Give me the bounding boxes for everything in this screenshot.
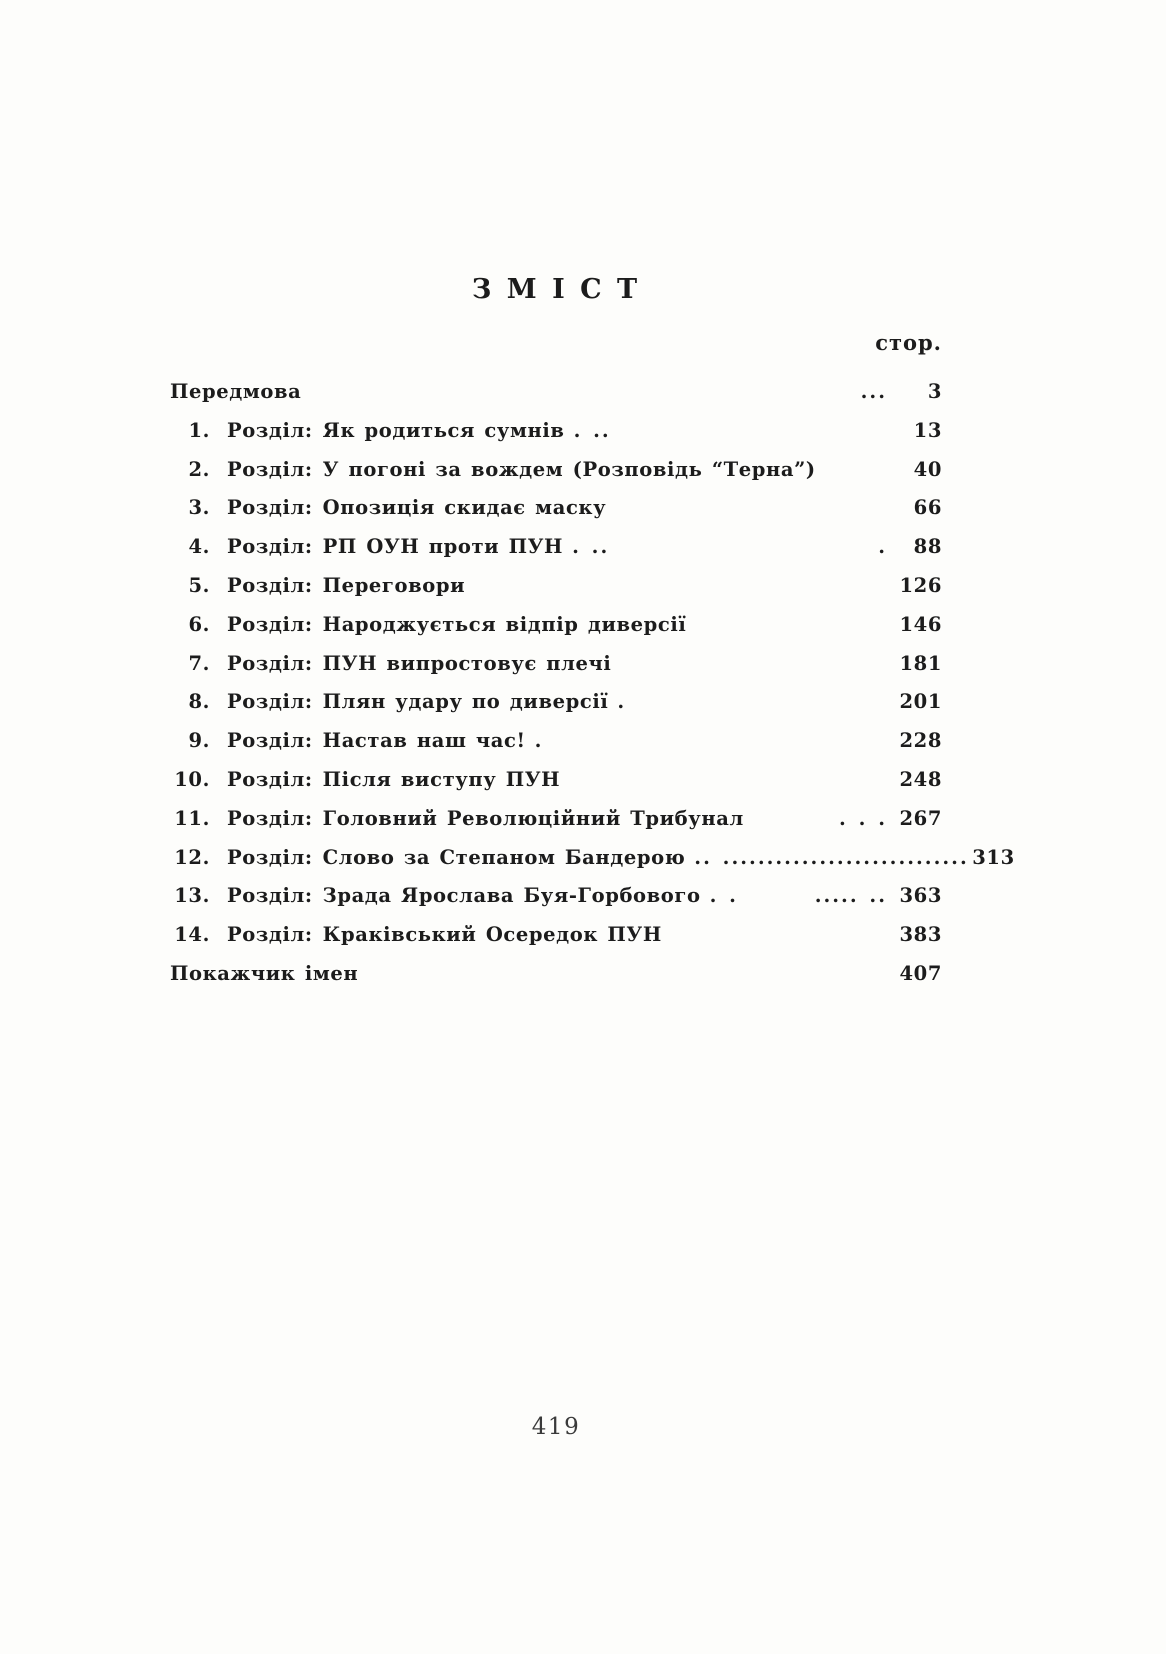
entry-page-number: 181: [899, 651, 942, 675]
toc-entry: [170, 923, 942, 962]
entry-page-group: [896, 962, 942, 985]
entry-page-group: [896, 690, 942, 713]
entry-title: У погоні за вождем (Розповідь “Терна”): [322, 457, 816, 481]
entry-title: Зрада Ярослава Буя-Горбового: [322, 884, 701, 908]
page-title: З М І С Т: [471, 274, 641, 305]
entry-number: 7.: [188, 651, 210, 675]
entry-number: 4.: [188, 535, 210, 559]
entry-number: 2.: [188, 457, 210, 481]
entry-label: Розділ:: [227, 535, 313, 559]
entry-page-number: 40: [913, 457, 942, 481]
entry-title: Переговори: [322, 573, 466, 597]
entry-label: Розділ:: [227, 845, 313, 869]
toc-entry: [170, 496, 942, 535]
entry-leader-dots: . .: [709, 884, 738, 908]
entry-page-number: 201: [899, 690, 942, 714]
entry-leader-dots: .: [534, 729, 544, 753]
entry-page-group: [896, 923, 942, 946]
entry-title: Плян удару по диверсії: [322, 690, 609, 714]
entry-title: ПУН випростовує плечі: [322, 651, 612, 675]
entry-number: 11.: [174, 806, 210, 830]
entry-label: Розділ:: [227, 612, 313, 636]
entry-page-group: [839, 807, 942, 830]
entry-label: Розділ:: [227, 418, 313, 442]
entry-title: Краківський Осередок ПУН: [322, 923, 662, 947]
entry-label: Розділ:: [227, 923, 313, 947]
entry-title: Передмова: [170, 380, 302, 403]
entry-page-group: [896, 574, 942, 597]
entry-number: 1.: [188, 418, 210, 442]
entry-number: 14.: [174, 923, 210, 947]
entry-title: Головний Революційний Трибунал: [322, 806, 744, 830]
entry-right-dots: ..... ..: [814, 884, 887, 908]
entry-title: Покажчик імен: [170, 961, 359, 985]
entry-page-group: [969, 846, 1015, 869]
entry-number: 10.: [174, 767, 210, 791]
page-column-header: стор.: [875, 330, 942, 355]
entry-page-group: [861, 380, 942, 403]
toc-entry: [170, 458, 942, 497]
entry-page-group: [896, 419, 942, 442]
entry-page-number: 267: [899, 806, 942, 830]
entry-number: 13.: [174, 884, 210, 908]
entry-page-group: [896, 652, 942, 675]
toc-entry: [170, 690, 942, 729]
entry-right-dots: ...: [860, 380, 887, 403]
toc-entry: [170, 768, 942, 807]
entry-label: Розділ:: [227, 806, 313, 830]
toc-entry: [170, 535, 942, 574]
entry-title: Як родиться сумнів: [322, 418, 565, 442]
entry-title: Опозиція скидає маску: [322, 496, 607, 520]
entry-title: Після виступу ПУН: [322, 767, 561, 791]
entry-number: 9.: [188, 729, 210, 753]
toc-entry: [170, 613, 942, 652]
entry-number: 6.: [188, 612, 210, 636]
entry-page-group: [896, 729, 942, 752]
entry-label: Розділ:: [227, 457, 313, 481]
entry-leader-dots: .: [617, 690, 627, 714]
entry-page-number: 383: [899, 923, 942, 947]
entry-page-number: 126: [899, 573, 942, 597]
toc-entry: [170, 845, 1015, 885]
entry-page-group: [896, 768, 942, 791]
entry-right-dots: . . .: [839, 806, 887, 830]
entry-label: Розділ:: [227, 651, 313, 675]
entry-page-number: 228: [899, 729, 942, 753]
entry-label: Розділ:: [227, 690, 313, 714]
entry-number: 12.: [174, 845, 210, 869]
toc-entry: [170, 729, 942, 768]
toc-entry: [170, 807, 942, 846]
entry-page-number: 313: [972, 845, 1015, 869]
entry-page-group: [896, 458, 942, 481]
entry-number: 8.: [188, 690, 210, 714]
entry-number: 3.: [188, 496, 210, 520]
entry-leader-dots: . ..: [572, 535, 610, 559]
entry-page-number: 248: [899, 767, 942, 791]
entry-title: Народжується відпір диверсії: [322, 612, 687, 636]
footer-page-number: 419: [531, 1414, 581, 1440]
table-of-contents: [170, 380, 1015, 1001]
toc-entry: [170, 652, 942, 691]
entry-page-number: 13: [913, 418, 942, 442]
entry-page-group: [878, 535, 942, 558]
toc-entry: [170, 962, 942, 1001]
entry-label: Розділ:: [227, 767, 313, 791]
entry-leader-dots: . ..: [573, 418, 611, 442]
toc-entry: [170, 884, 942, 923]
entry-page-number: 3: [927, 380, 942, 403]
entry-label: Розділ:: [227, 496, 313, 520]
entry-page-number: 88: [913, 535, 942, 559]
entry-title: Настав наш час!: [322, 729, 526, 753]
entry-page-number: 407: [899, 961, 942, 985]
entry-page-number: 66: [913, 496, 942, 520]
toc-entry: [170, 380, 942, 419]
entry-number: 5.: [188, 573, 210, 597]
entry-label: Розділ:: [227, 573, 313, 597]
entry-leader-dots: .. ............................: [694, 845, 969, 869]
entry-title: РП ОУН проти ПУН: [322, 535, 564, 559]
entry-title: Слово за Степаном Бандерою: [322, 845, 686, 869]
entry-page-number: 146: [899, 612, 942, 636]
toc-entry: [170, 419, 942, 458]
toc-entry: [170, 574, 942, 613]
entry-page-group: [896, 613, 942, 636]
entry-label: Розділ:: [227, 884, 313, 908]
entry-label: Розділ:: [227, 729, 313, 753]
entry-page-group: [815, 884, 942, 907]
entry-page-number: 363: [899, 884, 942, 908]
entry-right-dots: .: [878, 535, 887, 559]
entry-page-group: [896, 496, 942, 519]
